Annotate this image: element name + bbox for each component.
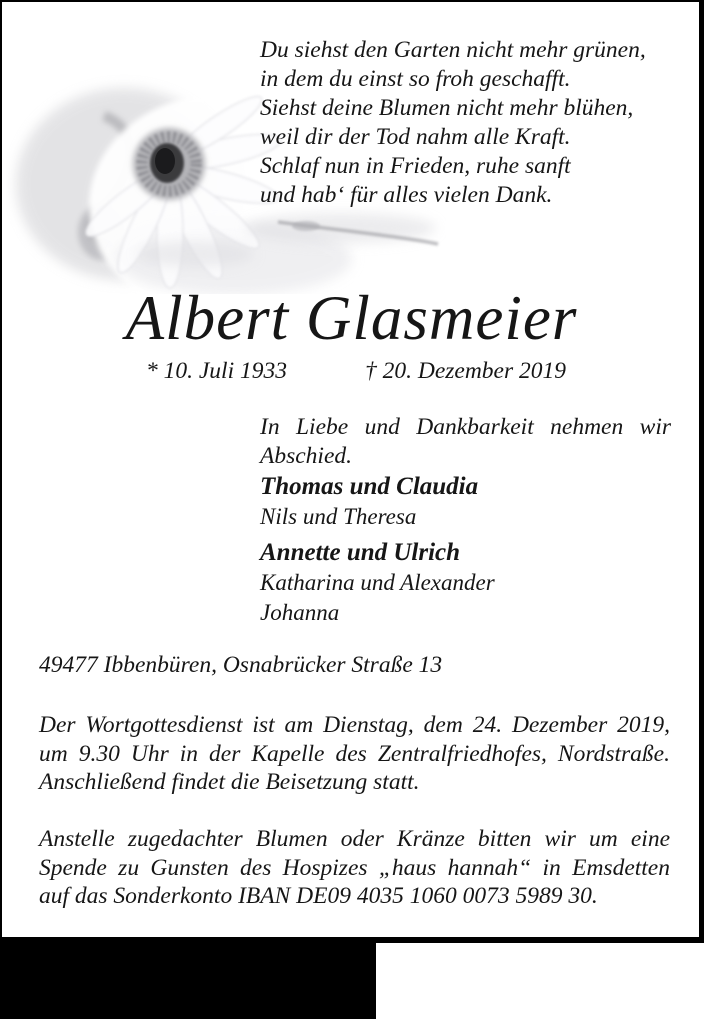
donation-line: Spende zu Gunsten des Hospizes „haus hannah“ in Emsdetten bbox=[39, 854, 670, 881]
mourners-list bbox=[260, 472, 680, 628]
mourner-name: Annette und Ulrich bbox=[260, 539, 461, 566]
mourner-name: Johanna bbox=[260, 600, 340, 625]
farewell-line: In Liebe und Dankbarkeit nehmen wir bbox=[260, 414, 671, 440]
poem-line: und hab‘ für alles vielen Dank. bbox=[260, 182, 553, 208]
memorial-poem bbox=[260, 36, 680, 210]
farewell-text bbox=[260, 413, 671, 471]
donation-line: auf das Sonderkonto IBAN DE09 4035 1060 0073 5989 30. bbox=[39, 883, 598, 910]
poem-line: Du siehst den Garten nicht mehr grünen, bbox=[260, 37, 646, 63]
death-date: † 20. Dezember 2019 bbox=[364, 358, 566, 384]
donation-info bbox=[39, 825, 670, 911]
adjacent-ad-black-block bbox=[0, 943, 376, 1019]
mourner-name: Katharina und Alexander bbox=[260, 570, 495, 595]
poem-line: Schlaf nun in Frieden, ruhe sanft bbox=[260, 153, 571, 179]
deceased-name: Albert Glasmeier bbox=[125, 283, 578, 353]
poem-line: in dem du einst so froh geschafft. bbox=[260, 66, 571, 92]
farewell-line: Abschied. bbox=[260, 443, 353, 469]
address-line: 49477 Ibbenbüren, Osnabrücker Straße 13 bbox=[39, 652, 443, 678]
service-line: um 9.30 Uhr in der Kapelle des Zentralfriedhofes, Nordstraße. bbox=[39, 740, 670, 767]
service-info bbox=[39, 711, 670, 797]
mourner-name: Thomas und Claudia bbox=[260, 473, 479, 500]
mourner-name: Nils und Theresa bbox=[260, 504, 417, 529]
service-line: Anschließend findet die Beisetzung statt. bbox=[39, 769, 420, 796]
birth-date: * 10. Juli 1933 bbox=[146, 358, 287, 384]
poem-line: weil dir der Tod nahm alle Kraft. bbox=[260, 124, 571, 150]
poem-line: Siehst deine Blumen nicht mehr blühen, bbox=[260, 95, 634, 121]
donation-line: Anstelle zugedachter Blumen oder Kränze bitten wir um eine bbox=[39, 826, 670, 852]
life-dates bbox=[146, 358, 566, 385]
service-line: Der Wortgottesdienst ist am Dienstag, dem 24. Dezember 2019, bbox=[39, 712, 670, 738]
